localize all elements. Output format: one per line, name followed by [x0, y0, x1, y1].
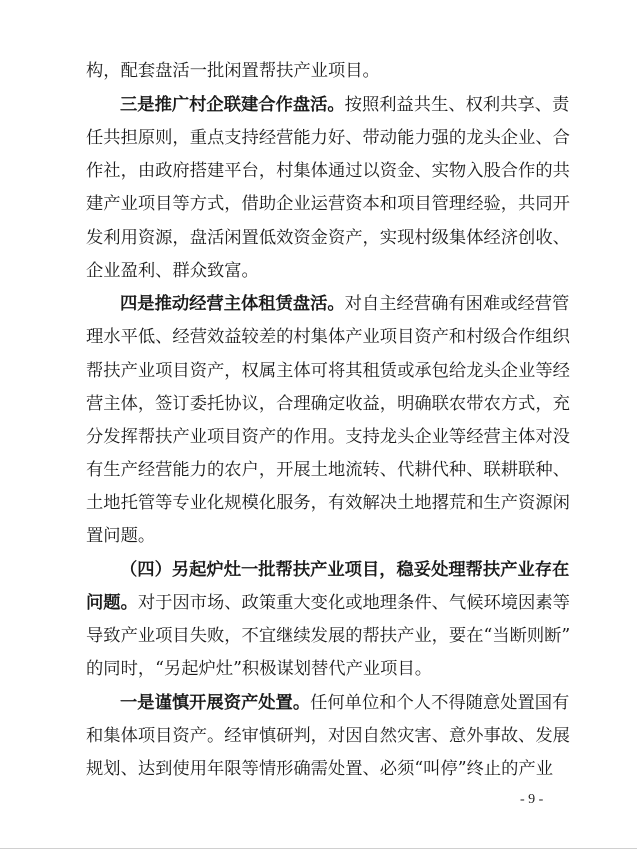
text-line: [86, 227, 570, 249]
line-text: 企业盈利、群众致富。: [86, 261, 259, 281]
text-line: [120, 293, 570, 315]
line-text: 发利用资源，盘活闲置低效资金资产，实现村级集体经济创收、: [86, 228, 570, 248]
line-heading: 四是推动经营主体租赁盘活。: [120, 294, 345, 314]
text-line: [86, 260, 556, 282]
line-text: 作社，由政府搭建平台，村集体通过以资金、实物入股合作的共: [86, 161, 570, 181]
line-text: 营主体，签订委托协议，合理确定收益，明确联农带农方式，充: [86, 394, 570, 414]
line-text: 对自主经营确有困难或经营管: [344, 294, 570, 314]
page-bottom-edge: [0, 848, 637, 849]
line-text: 对于因市场、政策重大变化或地理条件、气候环境因素等: [137, 593, 570, 613]
text-line: [86, 492, 570, 514]
line-heading: （四）另起炉灶一批帮扶产业项目，稳妥处理帮扶产业存在: [120, 560, 570, 580]
text-line: [86, 592, 570, 614]
text-line: [120, 692, 570, 714]
text-line: [120, 559, 570, 581]
line-heading: 一是谨慎开展资产处置。: [120, 693, 311, 713]
text-line: [86, 160, 570, 182]
line-text: 按照利益共生、权利共享、责: [344, 95, 570, 115]
text-line: [86, 193, 570, 215]
line-text: 有生产经营能力的农户，开展土地流转、代耕代种、联耕联种、: [86, 460, 570, 480]
text-line: [86, 625, 571, 647]
text-line: [86, 60, 556, 82]
text-line: [86, 360, 570, 382]
text-line: [86, 658, 556, 680]
line-heading: 三是推广村企联建合作盘活。: [120, 95, 345, 115]
line-text: 的同时，“另起炉灶”积极谋划替代产业项目。: [86, 659, 433, 679]
line-text: 导致产业项目失败，不宜继续发展的帮扶产业，要在“当断则断”: [86, 626, 571, 646]
text-line: [86, 725, 570, 747]
text-line: [86, 326, 570, 348]
text-line: [86, 393, 570, 415]
line-text: 土地托管等专业化规模化服务，有效解决土地撂荒和生产资源闲: [86, 493, 570, 513]
text-line: [86, 758, 556, 780]
line-text: 建产业项目等方式，借助企业运营资本和项目管理经验，共同开: [86, 194, 570, 214]
line-text: 任何单位和个人不得随意处置国有: [310, 693, 570, 713]
line-text: 规划、达到使用年限等情形确需处置、必须“叫停”终止的产业: [86, 759, 553, 779]
line-heading: 问题。: [86, 593, 138, 613]
page-number: - 9 -: [520, 792, 544, 807]
line-text: 帮扶产业项目资产，权属主体可将其租赁或承包给龙头企业等经: [86, 361, 570, 381]
text-line: [86, 426, 570, 448]
text-line: [86, 127, 570, 149]
line-text: 分发挥帮扶产业项目资产的作用。支持龙头企业等经营主体对没: [86, 427, 570, 447]
text-line: [120, 94, 570, 116]
line-text: 任共担原则，重点支持经营能力好、带动能力强的龙头企业、合: [86, 128, 570, 148]
text-line: [86, 525, 556, 547]
line-text: 置问题。: [86, 526, 156, 546]
line-text: 和集体项目资产。经审慎研判，对因自然灾害、意外事故、发展: [86, 726, 570, 746]
line-text: 构，配套盘活一批闲置帮扶产业项目。: [86, 61, 380, 81]
text-line: [86, 459, 570, 481]
line-text: 理水平低、经营效益较差的村集体产业项目资产和村级合作组织: [86, 327, 570, 347]
